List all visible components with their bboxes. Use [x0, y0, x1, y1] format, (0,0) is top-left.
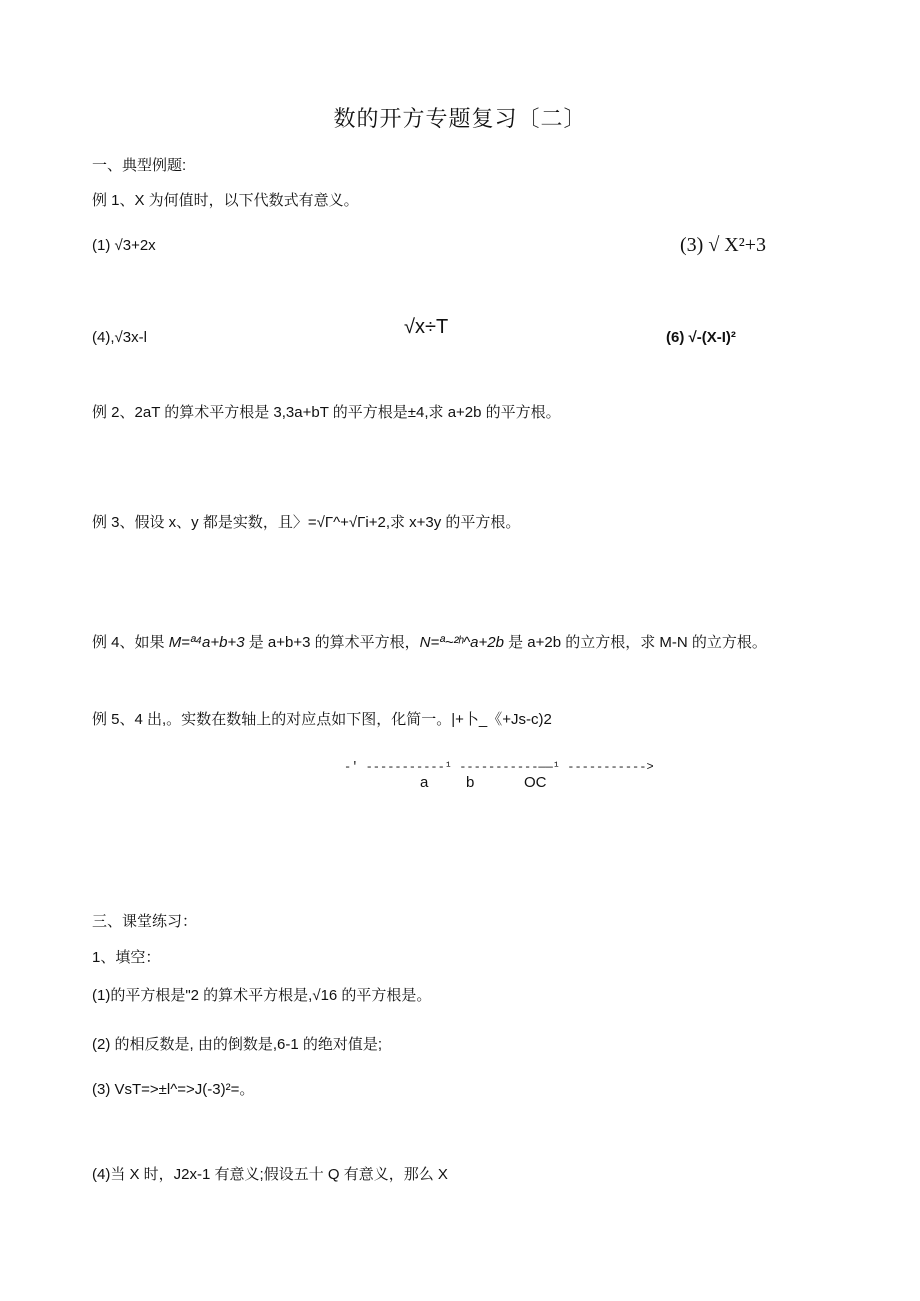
example-3: 例 3、假设 x、y 都是实数，且〉=√Γ^+√Γi+2,求 x+3y 的平方根。	[92, 514, 521, 531]
example-1-item-4: (4),√3x-l	[92, 329, 147, 346]
example-4-suffix: 是 a+2b 的立方根，求 M-N 的立方根。	[503, 634, 767, 651]
example-1-item-3: (3) √ X²+3	[680, 234, 767, 256]
exercise-1-part-1: (1)的平方根是"2 的算术平方根是,√16 的平方根是。	[92, 987, 432, 1004]
exercise-1-part-3: (3) VsT=>±l^=>J(-3)²=。	[92, 1081, 255, 1098]
exercise-1-part-4: (4)当 X 时，J2x-1 有意义;假设五十 Q 有意义，那么 X	[92, 1166, 448, 1183]
number-line: -' -----------¹ -----------——¹ ----------->	[344, 760, 654, 774]
number-line-label-a: a	[420, 774, 429, 791]
number-line-label-oc: OC	[524, 774, 547, 791]
example-2: 例 2、2aT 的算术平方根是 3,3a+bT 的平方根是±4,求 a+2b 的平方根。	[92, 404, 561, 421]
page-title: 数的开方专题复习〔二〕	[333, 107, 587, 132]
section-heading-class-exercises: 三、课堂练习：	[92, 913, 198, 930]
example-4-n-expression: N=ª~²ʰ^a+2b	[419, 634, 504, 651]
example-1-prompt: 例 1、X 为何值时，以下代数式有意义。	[92, 192, 359, 209]
number-line-label-b: b	[466, 774, 475, 791]
example-1-item-1: (1) √3+2x	[92, 237, 156, 254]
example-1-item-5: √x÷T	[404, 316, 449, 338]
exercise-1-heading: 1、填空：	[92, 949, 161, 966]
example-4	[92, 633, 767, 653]
example-5: 例 5、4 出,。实数在数轴上的对应点如下图，化简一。|+卜_《+Js-c)2	[92, 711, 552, 728]
example-4-prefix: 例 4、如果	[92, 634, 169, 651]
exercise-1-part-2: (2) 的相反数是, 由的倒数是,6-1 的绝对值是;	[92, 1036, 383, 1053]
section-heading-typical-examples: 一、典型例题:	[92, 157, 187, 174]
example-1-item-6: (6) √-(X-I)²	[666, 329, 736, 346]
example-4-middle: 是 a+b+3 的算术平方根，	[244, 634, 420, 651]
example-4-m-expression: M=ª⁴a+b+3	[168, 634, 245, 651]
